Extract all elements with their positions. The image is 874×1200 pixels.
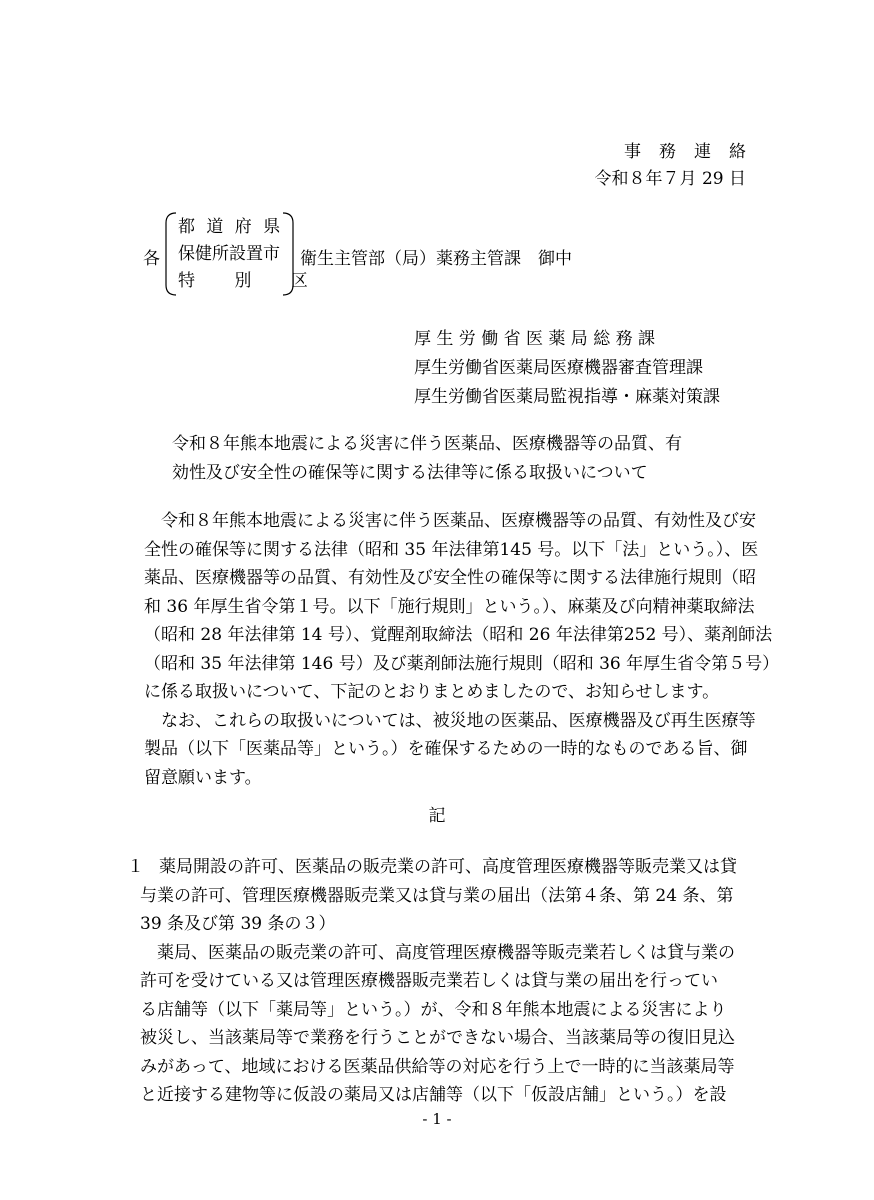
body-line: （昭和 28 年法律第 14 号）、覚醒剤取締法（昭和 26 年法律第252 号）、薬剤師法 (144, 625, 773, 645)
body-line: 令和８年熊本地震による災害に伴う医薬品、医療機器等の品質、有効性及び安 (161, 511, 756, 531)
section-heading-text: 薬局開設の許可、医薬品の販売業の許可、高度管理医療機器等販売業又は貸 (159, 857, 737, 877)
document-body (127, 507, 780, 792)
body-line: なお、これらの取扱いについては、被災地の医薬品、医療機器及び再生医療等 (161, 710, 756, 731)
section-body-line: 薬局、医薬品の販売業の許可、高度管理医療機器等販売業若しくは貸与業の (157, 942, 735, 963)
body-line: 全性の確保等に関する法律（昭和 35 年法律第145 号。以下「法」という。）、医 (144, 539, 759, 560)
body-line: 製品（以下「医薬品等」という。）を確保するための一時的なものである旨、御 (144, 739, 748, 759)
body-line: （昭和 35 年法律第 146 号）及び薬剤師法施行規則（昭和 36 年厚生省令第５号） (144, 653, 780, 674)
ki-marker: 記 (428, 806, 446, 826)
document-date: 令和８年７月 29 日 (594, 169, 746, 189)
body-line: 薬品、医療機器等の品質、有効性及び安全性の確保等に関する法律施行規則（昭 (144, 568, 756, 588)
body-paragraph-2 (127, 707, 756, 793)
section-body-line: る店舗等（以下「薬局等」という。）が、令和８年熊本地震による災害により (140, 999, 727, 1020)
body-line: 和 36 年厚生省令第１号。以下「施行規則」という。）、麻薬及び向精神薬取締法 (144, 596, 755, 617)
addressee-item: 保健所設置市 (178, 244, 280, 264)
sender-line: 厚生労働省医薬局医療機器審査管理課 (414, 358, 703, 378)
addressee-item: 特 別 区 (178, 271, 325, 291)
document-type: 事務連絡 (624, 142, 764, 162)
body-line: に係る取扱いについて、下記のとおりまとめましたので、お知らせします。 (144, 682, 720, 702)
sender-line: 厚生労働省医薬局総務課 (414, 329, 661, 349)
section-heading-line (127, 853, 737, 882)
addressee-recipient: 衛生主管部（局）薬務主管課 御中 (300, 249, 572, 269)
sender-block (414, 325, 720, 412)
section-heading-line: 与業の許可、管理医療機器販売業又は貸与業の届出（法第４条、第 24 条、第 (140, 885, 734, 906)
page-number: - 1 - (422, 1110, 452, 1128)
title-line: 令和８年熊本地震による災害に伴う医薬品、医療機器等の品質、有 (172, 434, 682, 454)
section-heading-line: 39 条及び第 39 条の３） (140, 914, 336, 934)
section-1 (127, 853, 737, 1110)
title-line: 効性及び安全性の確保等に関する法律等に係る取扱いについて (172, 463, 648, 483)
section-number: １ (127, 857, 144, 877)
addressee-item: 都 道 府 県 (178, 217, 284, 237)
section-body-line: 被災し、当該薬局等で業務を行うことができない場合、当該薬局等の復旧見込 (140, 1028, 735, 1048)
document-title (172, 430, 682, 488)
section-body-line: と近接する建物等に仮設の薬局又は店舗等（以下「仮設店舗」という。）を設 (140, 1085, 727, 1105)
body-paragraph-1 (127, 507, 780, 707)
body-line: 留意願います。 (144, 767, 262, 788)
addressee-prefix: 各 (143, 249, 160, 269)
section-body-line: みがあって、地域における医薬品供給等の対応を行う上で一時的に当該薬局等 (140, 1056, 735, 1077)
sender-line: 厚生労働省医薬局監視指導・麻薬対策課 (414, 387, 720, 407)
section-body-line: 許可を受けている又は管理医療機器販売業若しくは貸与業の届出を行ってい (140, 971, 718, 991)
